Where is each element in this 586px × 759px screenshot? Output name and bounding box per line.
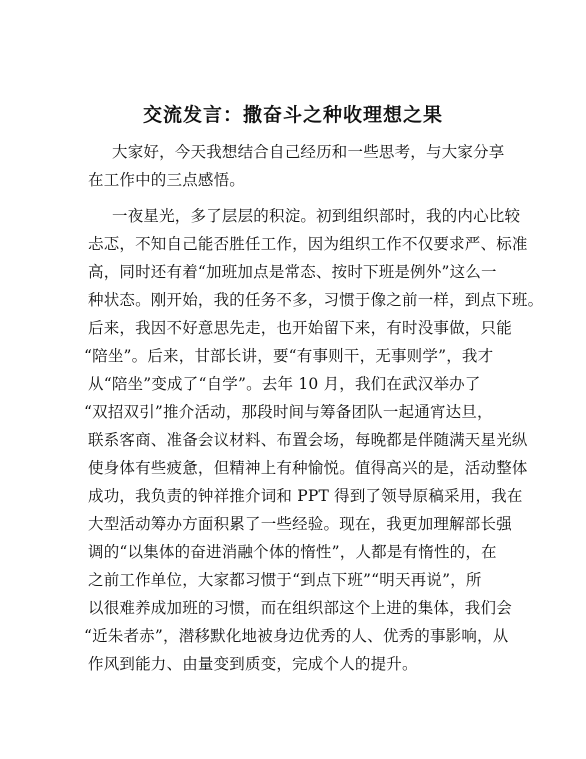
paragraph-line: 大型活动筹办方面积累了一些经验。现在，我更加理解部长强 [88, 515, 512, 533]
paragraph-line: 一夜星光，多了层层的积淀。初到组织部时，我的内心比较 [112, 207, 521, 225]
paragraph-line: 调的“以集体的奋进消融个体的惰性”，人都是有惰性的，在 [88, 543, 497, 561]
paragraph-line: 联系客商、准备会议材料、布置会场，每晚都是伴随满天星光纵 [88, 431, 528, 449]
paragraph-line: 以很难养成加班的习惯，而在组织部这个上进的集体，我们会 [88, 599, 512, 617]
paragraph-line: 后来，我因不好意思先走，也开始留下来，有时没事做，只能 [88, 319, 512, 337]
paragraph-line: 高，同时还有着“加班加点是常态、按时下班是例外”这么一 [88, 263, 497, 281]
document-title: 交流发言：撒奋斗之种收理想之果 [142, 104, 443, 126]
paragraph-line: 使身体有些疲惫，但精神上有种愉悦。值得高兴的是，活动整体 [88, 459, 528, 477]
paragraph-line: 忐忑，不知自己能否胜任工作，因为组织工作不仅要求严、标准 [88, 235, 528, 253]
paragraph-line: 从“陪坐”变成了“自学”。去年 10 月，我们在武汉举办了 [88, 375, 481, 393]
paragraph-line: “近朱者赤”，潜移默化地被身边优秀的人、优秀的事影响，从 [84, 627, 509, 645]
intro-line: 在工作中的三点感悟。 [88, 171, 246, 189]
paragraph-line: 种状态。刚开始，我的任务不多，习惯于像之前一样，到点下班。 [88, 291, 544, 309]
paragraph-gap [88, 194, 508, 202]
paragraph-line: 成功，我负责的钟祥推介词和 PPT 得到了领导原稿采用，我在 [88, 487, 523, 505]
document-body [84, 138, 544, 678]
paragraph-line: 之前工作单位，大家都习惯于“到点下班”“明天再说”，所 [88, 571, 482, 589]
paragraph-line: “陪坐”。后来，甘部长讲，要“有事则干，无事则学”，我才 [84, 347, 494, 365]
intro-line: 大家好，今天我想结合自己经历和一些思考，与大家分享 [112, 143, 505, 161]
paragraph-line: 作风到能力、由量变到质变，完成个人的提升。 [88, 655, 418, 673]
paragraph-line: “双招双引”推介活动，那段时间与筹备团队一起通宵达旦， [84, 403, 493, 421]
